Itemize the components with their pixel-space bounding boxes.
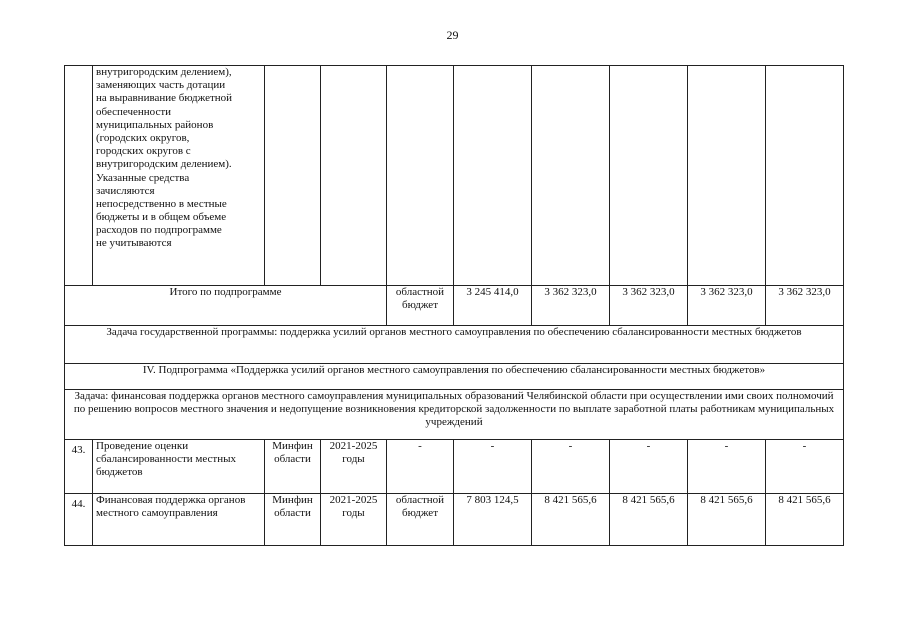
description-line: городских округов с <box>96 145 191 158</box>
value-cell: - <box>532 440 610 494</box>
value-cell: 3 362 323,0 <box>532 286 610 326</box>
empty-cell <box>610 66 688 286</box>
description-line: на выравнивание бюджетной <box>96 92 233 105</box>
value-cell: 8 421 565,6 <box>766 494 844 546</box>
value-cell: - <box>610 440 688 494</box>
empty-cell <box>321 66 387 286</box>
description-line: бюджеты и в общем объеме <box>96 211 227 224</box>
empty-cell <box>454 66 532 286</box>
value-cell: 8 421 565,6 <box>532 494 610 546</box>
value-cell: 3 362 323,0 <box>688 286 766 326</box>
value-cell: - <box>766 440 844 494</box>
source-cell: областной бюджет <box>387 494 454 546</box>
subprogram-row <box>65 364 844 390</box>
subtotal-row <box>65 286 844 326</box>
empty-cell <box>265 66 321 286</box>
program-task: Задача государственной программы: поддержка усилий органов местного самоуправления по обеспечению сбалансированности местных бюджетов <box>65 326 844 364</box>
row-period: 2021-2025 годы <box>321 440 387 494</box>
description-line: зачисляются <box>96 184 155 197</box>
description-line: расходов по подпрограмме <box>96 224 222 237</box>
value-cell: 3 245 414,0 <box>454 286 532 326</box>
continuation-row <box>65 66 844 286</box>
description-line: заменяющих часть дотации <box>96 79 226 92</box>
description-line: внутригородским делением). <box>96 158 232 171</box>
table-row <box>65 494 844 546</box>
value-cell: 3 362 323,0 <box>766 286 844 326</box>
row-name: Финансовая поддержка органов местного самоуправления <box>93 494 265 546</box>
empty-cell <box>532 66 610 286</box>
empty-cell <box>688 66 766 286</box>
page-number: 29 <box>446 28 459 42</box>
source-cell: - <box>387 440 454 494</box>
description-line: обеспеченности <box>96 105 172 118</box>
description-cell <box>93 66 265 286</box>
task-row <box>65 390 844 440</box>
number-cell <box>65 66 93 286</box>
subprogram-title: IV. Подпрограмма «Поддержка усилий органов местного самоуправления по обеспечению сбалансированности местных бюджетов» <box>65 364 844 390</box>
description-line: не учитываются <box>96 237 172 250</box>
subprogram-task: Задача: финансовая поддержка органов местного самоуправления муниципальных образований Челябинской области при осуществлении ими своих полномочий по решению вопросов местного значения и недопущение возникновения кредиторской задолженности по выплате заработной платы работникам муниципальных учреждений <box>65 390 844 440</box>
row-executor: Минфин области <box>265 440 321 494</box>
program-table <box>64 65 844 546</box>
source-cell: областной бюджет <box>387 286 454 326</box>
value-cell: 8 421 565,6 <box>610 494 688 546</box>
description-line: непосредственно в местные <box>96 197 227 210</box>
row-name: Проведение оценки сбалансированности местных бюджетов <box>93 440 265 494</box>
value-cell: - <box>688 440 766 494</box>
row-number: 43. <box>65 440 93 494</box>
value-cell: 8 421 565,6 <box>688 494 766 546</box>
value-cell: 7 803 124,5 <box>454 494 532 546</box>
row-executor: Минфин области <box>265 494 321 546</box>
task-row <box>65 326 844 364</box>
table-row <box>65 440 844 494</box>
subtotal-label: Итого по подпрограмме <box>65 286 387 326</box>
row-number: 44. <box>65 494 93 546</box>
description-line: (городских округов, <box>96 131 190 144</box>
description-line: внутригородским делением), <box>96 66 232 78</box>
empty-cell <box>387 66 454 286</box>
description-line: Указанные средства <box>96 171 190 184</box>
empty-cell <box>766 66 844 286</box>
value-cell: 3 362 323,0 <box>610 286 688 326</box>
description-line: муниципальных районов <box>96 118 214 131</box>
value-cell: - <box>454 440 532 494</box>
row-period: 2021-2025 годы <box>321 494 387 546</box>
